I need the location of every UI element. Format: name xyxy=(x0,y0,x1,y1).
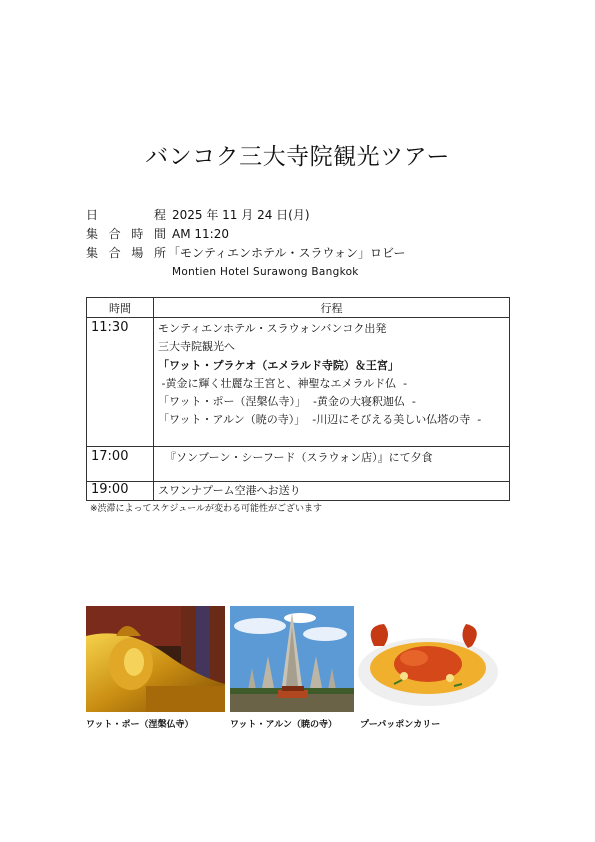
date-label xyxy=(86,206,166,225)
itinerary-line: 「ワット・プラケオ（エメラルド寺院）＆王宮」 xyxy=(158,358,399,372)
label-char: 時 xyxy=(131,227,144,241)
meeting-place-row xyxy=(86,244,405,263)
table-row xyxy=(87,318,510,447)
label-char: 合 xyxy=(108,246,121,260)
header-time: 時間 xyxy=(87,298,154,318)
itinerary-line: -黄金に輝く壮麗な王宮と、神聖なエメラルド仏 - xyxy=(158,376,408,390)
meeting-place-label xyxy=(86,244,166,263)
row-itinerary xyxy=(154,482,510,501)
header-itinerary: 行程 xyxy=(154,298,510,318)
crab-curry-photo xyxy=(354,606,500,712)
date-label-char: 程 xyxy=(153,208,166,222)
table-row xyxy=(87,447,510,482)
meeting-time-row xyxy=(86,225,405,244)
schedule-table xyxy=(86,297,510,501)
table-row xyxy=(87,482,510,501)
reclining-buddha-photo xyxy=(86,606,225,712)
label-char: 場 xyxy=(131,246,144,260)
itinerary-line: 「ワット・アルン（暁の寺）」 -川辺にそびえる美しい仏塔の寺 - xyxy=(158,413,482,427)
row-time: 17:00 xyxy=(87,447,154,482)
tour-info xyxy=(86,206,405,282)
row-itinerary xyxy=(154,447,510,482)
label-char: 所 xyxy=(153,246,166,260)
table-header-row xyxy=(87,298,510,318)
meeting-place-english: Montien Hotel Surawong Bangkok xyxy=(172,266,359,278)
label-char: 集 xyxy=(86,246,99,260)
wat-arun-photo xyxy=(230,606,354,712)
meeting-time-label xyxy=(86,225,166,244)
itinerary-line: 三大寺院観光へ xyxy=(158,340,235,354)
photo-caption: プーパッポンカリー xyxy=(360,720,441,730)
photo-caption: ワット・ポー（涅槃仏寺） xyxy=(86,720,194,730)
row-time: 11:30 xyxy=(87,318,154,447)
itinerary-line: スワンナプーム空港へお送り xyxy=(158,484,301,497)
page-title: バンコク三大寺院観光ツアー xyxy=(145,144,450,170)
meeting-time-value: AM 11:20 xyxy=(172,227,229,241)
label-char: 間 xyxy=(153,227,166,241)
label-char: 合 xyxy=(108,227,121,241)
itinerary-line: モンティエンホテル・スラウォンバンコク出発 xyxy=(158,322,387,335)
label-char: 集 xyxy=(86,227,99,241)
meeting-place-value: 「モンティエンホテル・スラウォン」ロビー xyxy=(168,246,406,260)
itinerary-line: 「ワット・ポー（涅槃仏寺）」 -黄金の大寝釈迦仏 - xyxy=(158,395,416,409)
traffic-note: ※渋滞によってスケジュールが変わる可能性がございます xyxy=(90,504,323,514)
row-time: 19:00 xyxy=(87,482,154,501)
date-label-char: 日 xyxy=(86,208,99,222)
photo-caption: ワット・アルン（暁の寺） xyxy=(230,720,337,730)
date-value: 2025 年 11 月 24 日(月) xyxy=(172,208,310,222)
date-row xyxy=(86,206,405,225)
itinerary-line: 『ソンブーン・シーフード（スラウォン店）』にて夕食 xyxy=(158,451,433,464)
row-itinerary xyxy=(154,318,510,447)
